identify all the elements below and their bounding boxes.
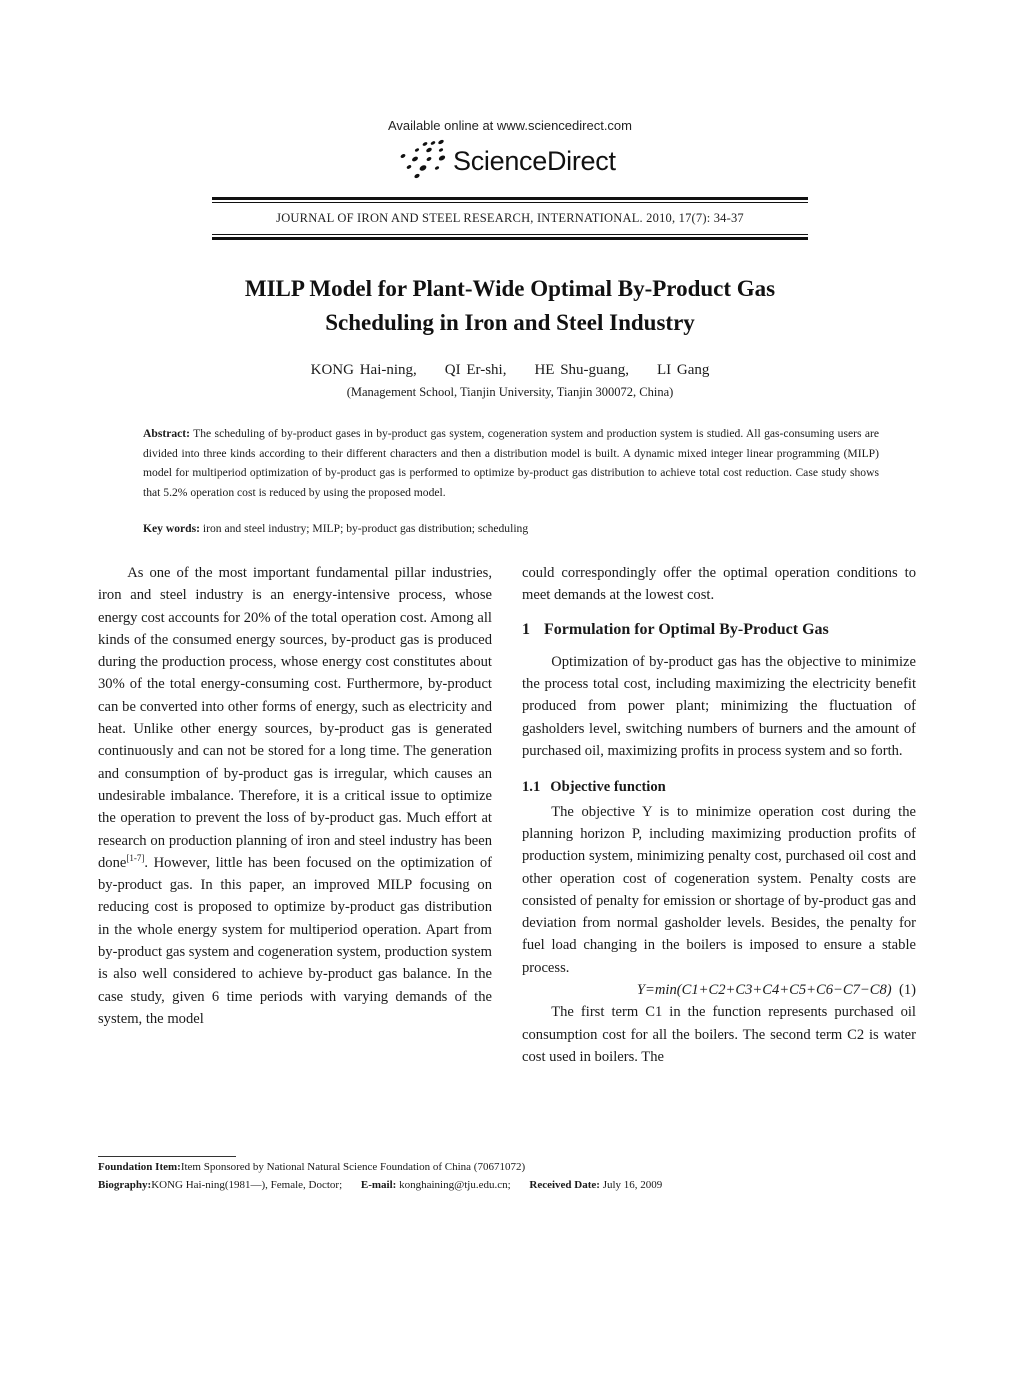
author-name: KONG Hai-ning, (310, 362, 417, 378)
footnote-rule (98, 1156, 236, 1157)
author-affiliation: (Management School, Tianjin University, Tianjin 300072, China) (346, 385, 674, 399)
footnote-biography (98, 1179, 662, 1191)
body-right-column (522, 562, 916, 1068)
author-name: LI Gang (656, 362, 710, 378)
body-left-column (98, 562, 492, 1030)
subsection-title: Objective function (550, 779, 666, 796)
journal-citation: JOURNAL OF IRON AND STEEL RESEARCH, INTERNATIONAL. 2010, 17(7): 34-37 (276, 211, 744, 225)
foundation-text: Item Sponsored by National Natural Science Foundation of China (70671072) (180, 1161, 526, 1173)
footnote-foundation (98, 1161, 525, 1173)
keywords-label: Key words: (143, 522, 200, 535)
received-date: July 16, 2009 (602, 1179, 663, 1191)
abstract-text: The scheduling of by-product gases in by-product gas system, cogeneration system and production system is studied. All gas-consuming users are divided into three kinds according to their different characters and then a distribution model is built. A dynamic mixed integer linear programming (MILP) model for multiperiod optimization of by-product gas is performed to optimize by-product gas distribution to achieve total cost reduction. Case study shows that 5.2% operation cost is reduced by using the proposed model. (143, 427, 879, 499)
keywords-text: iron and steel industry; MILP; by-product gas distribution; scheduling (202, 522, 529, 535)
author-list (150, 362, 870, 379)
header-rule-top-thin (212, 202, 808, 203)
intro-text-part-1: As one of the most important fundamental pillar industries, iron and steel industry is an energy-intensive process, whose energy cost accounts for 20% of the total operation cost. Among all kinds of the consumed energy sources, by-product gas is produced during the production process, whose energy cost constitutes about 30% of the total energy-consuming cost. Furthermore, by-product can be converted into other forms of energy, such as electricity and heat. Unlike other energy sources, by-product gas is generated continuously and can not be stored for a long time. The generation and consumption of by-product gas is irregular, which causes an undesirable imbalance. Therefore, it is a critical issue to optimize the operation to prevent the loss of by-product gas. Much effort at research on production planning of iron and steel industry has been done (98, 565, 492, 871)
article-title-line-1: MILP Model for Plant-Wide Optimal By-Product Gas (244, 276, 776, 301)
sciencedirect-logo (395, 138, 635, 182)
subsection-number: 1.1 (522, 779, 541, 796)
intro-paragraph (98, 562, 492, 1030)
article-title (150, 272, 870, 340)
header-rule-bottom-thick (212, 237, 808, 240)
subsection-1-1-paragraph: The objective Y is to minimize operation cost during the planning horizon P, including maximizing production profits of production system, minimizing penalty cost, purchased oil cost and other operation cost of cogeneration system. Penalty costs are consisted of penalty for emission or shortage of by-product gas and deviation from normal gasholder levels. Besides, the penalty for fuel load changing in the boilers is imposed to ensure a stable process. (522, 803, 916, 976)
sciencedirect-wordmark: ScienceDirect (453, 146, 616, 176)
biography-label: Biography: (98, 1179, 152, 1191)
article-title-line-2: Scheduling in Iron and Steel Industry (325, 310, 695, 335)
equation-number: (1) (898, 982, 916, 999)
citation-reference: [1-7] (126, 853, 145, 863)
abstract (143, 424, 879, 502)
intro-continuation: could correspondingly offer the optimal operation conditions to meet demands at the lowest cost. (522, 565, 916, 604)
sciencedirect-dots-icon (395, 138, 453, 182)
availability-note: Available online at www.sciencedirect.com (388, 118, 632, 133)
author-name: HE Shu-guang, (534, 362, 629, 378)
email-label: E-mail: (360, 1179, 397, 1191)
intro-text-part-2: . However, little has been focused on the optimization of by-product gas. In this paper, an improved MILP focusing on reducing cost is proposed to optimize by-product gas distribution in the whole energy system for multiperiod operation. Apart from by-product gas system and cogeneration system, production system is also well considered to achieve by-product gas balance. In the case study, given 6 time periods with varying demands of the system, the model (98, 854, 492, 1027)
equation-expression: Y=min(C1+C2+C3+C4+C5+C6−C7−C8) (636, 982, 892, 999)
subsection-1-1-heading (522, 776, 916, 798)
equation-explanation-paragraph: The first term C1 in the function represents purchased oil consumption cost for all the boilers. The second term C2 is water cost used in boilers. The (522, 1004, 916, 1065)
abstract-label: Abstract: (143, 427, 191, 440)
header-rule-top-thick (212, 197, 808, 200)
header-rule-bottom-thin (212, 234, 808, 235)
section-1-paragraph: Optimization of by-product gas has the objective to minimize the process total cost, including maximizing the electricity benefit produced from power plant; minimizing the fluctuation of gasholders level, switching numbers of burners and the amount of purchased oil, maximizing profits in process system and so forth. (522, 653, 916, 760)
foundation-label: Foundation Item: (98, 1161, 181, 1173)
equation-1 (522, 979, 916, 1001)
section-number: 1 (522, 620, 530, 638)
section-1-heading (522, 619, 916, 641)
biography-text: KONG Hai-ning(1981—), Female, Doctor; (151, 1179, 343, 1191)
email-address[interactable]: konghaining@tju.edu.cn; (399, 1179, 511, 1191)
keywords (143, 522, 879, 535)
section-title: Formulation for Optimal By-Product Gas (544, 620, 829, 638)
author-name: QI Er-shi, (444, 362, 507, 378)
received-date-label: Received Date: (529, 1179, 600, 1191)
